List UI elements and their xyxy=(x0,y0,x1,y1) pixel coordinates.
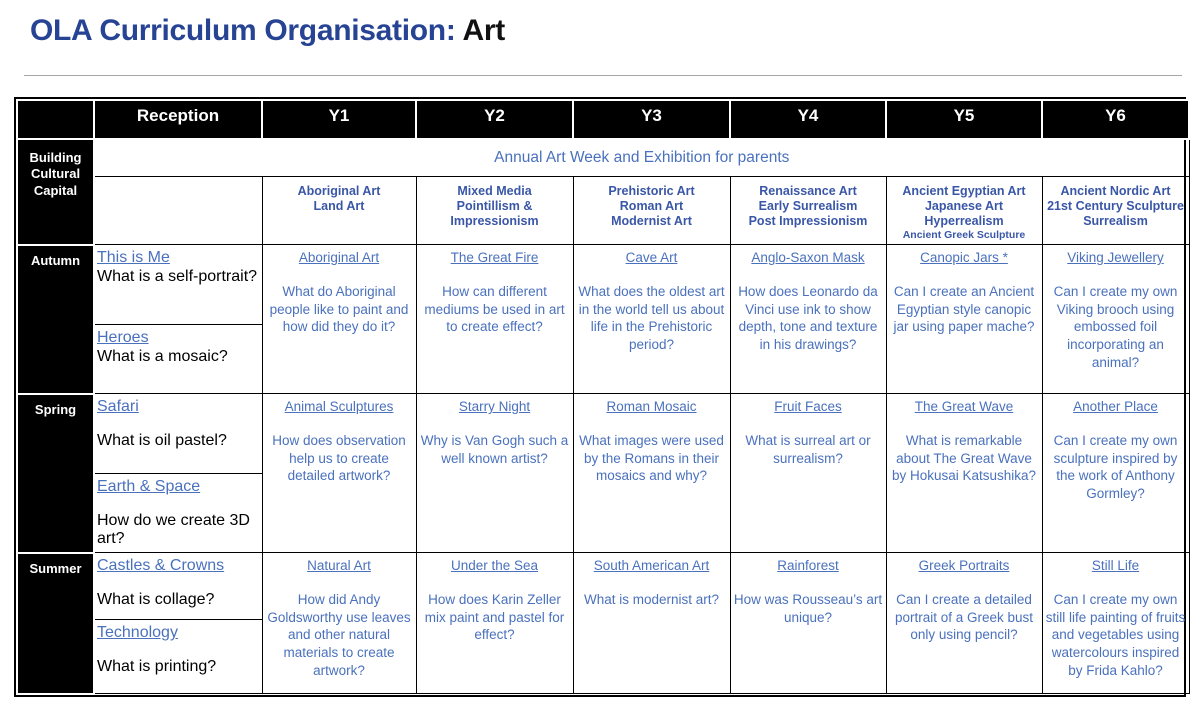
topic-question: What is a mosaic? xyxy=(97,348,228,366)
col-header-y4: Y4 xyxy=(730,100,886,139)
corner-cell xyxy=(17,100,94,139)
topic-question: What is printing? xyxy=(97,658,217,676)
cell-summer-reception-2 xyxy=(95,620,262,680)
cell-spring-y4 xyxy=(730,394,886,553)
building-cultural-capital-row xyxy=(17,139,1189,176)
page-title-subject: Art xyxy=(462,14,505,47)
theme-line: Pointillism & xyxy=(456,198,533,213)
topic-question: What is surreal art or surrealism? xyxy=(745,432,871,466)
topic-link[interactable]: Earth & Space xyxy=(97,478,201,496)
theme-line: Mixed Media xyxy=(457,183,532,198)
topic-link[interactable]: Castles & Crowns xyxy=(97,557,225,575)
col-header-y6: Y6 xyxy=(1042,100,1189,139)
theme-line: Ancient Greek Sculpture xyxy=(902,229,1026,242)
page-title-prefix: OLA Curriculum Organisation: xyxy=(30,14,456,47)
topic-link[interactable]: The Great Fire xyxy=(450,250,539,266)
summer-row xyxy=(17,553,1189,694)
themes-y3 xyxy=(573,176,730,245)
topic-link[interactable]: Natural Art xyxy=(307,558,371,574)
topic-question: Can I create a detailed portrait of a Greek bust only using pencil? xyxy=(894,591,1034,643)
theme-line: Ancient Egyptian Art xyxy=(902,183,1026,198)
topic-question: What does the oldest art in the world tell us about life in the Prehistoric period? xyxy=(578,283,725,353)
row-label-spring: Spring xyxy=(17,394,94,553)
topic-link[interactable]: Rainforest xyxy=(777,558,839,574)
topic-link[interactable]: Technology xyxy=(97,624,178,642)
topic-question: How does observation help us to create detailed artwork? xyxy=(272,432,406,484)
topic-link[interactable]: Starry Night xyxy=(458,399,531,415)
topic-question: What is collage? xyxy=(97,591,215,609)
cell-summer-y2 xyxy=(416,553,573,694)
topic-link[interactable]: Cave Art xyxy=(625,250,678,266)
cell-spring-reception-1 xyxy=(95,394,262,474)
theme-line: Modernist Art xyxy=(611,214,692,228)
topic-link[interactable]: Viking Jewellery xyxy=(1067,250,1164,266)
theme-line: Post Impressionism xyxy=(748,214,868,228)
cell-spring-y2 xyxy=(416,394,573,553)
row-label-autumn: Autumn xyxy=(17,245,94,394)
topic-question: What is oil pastel? xyxy=(97,432,227,450)
curriculum-table-wrapper xyxy=(14,97,1186,697)
col-header-reception: Reception xyxy=(94,100,262,139)
topic-question: What is remarkable about The Great Wave by Hokusai Katsushika? xyxy=(891,432,1037,484)
cell-spring-y5 xyxy=(886,394,1042,553)
autumn-row xyxy=(17,245,1189,394)
cell-summer-y1 xyxy=(262,553,416,694)
topic-link[interactable]: Fruit Faces xyxy=(774,399,842,415)
topic-link[interactable]: Heroes xyxy=(97,329,149,347)
theme-line: Land Art xyxy=(313,198,365,213)
topic-question: Why is Van Gogh such a well known artist? xyxy=(420,432,569,466)
theme-line: Impressionism xyxy=(450,214,539,228)
theme-line: 21st Century Sculpture xyxy=(1047,198,1184,213)
header-row xyxy=(17,100,1189,139)
topic-question: How was Rousseau’s art unique? xyxy=(733,591,883,625)
topic-question: What images were used by the Romans in their mosaics and why? xyxy=(579,432,724,484)
topic-link[interactable]: Under the Sea xyxy=(450,558,539,574)
col-header-y5: Y5 xyxy=(886,100,1042,139)
cell-spring-y3 xyxy=(573,394,730,553)
annual-art-week-banner: Annual Art Week and Exhibition for parents xyxy=(94,139,1189,176)
topic-link[interactable]: Roman Mosaic xyxy=(606,399,697,415)
topic-question: Can I create an Ancient Egyptian style canopic jar using paper mache? xyxy=(893,283,1035,335)
cell-spring-y6 xyxy=(1042,394,1189,553)
row-label-summer: Summer xyxy=(17,553,94,694)
themes-y6 xyxy=(1042,176,1189,245)
cell-autumn-y4 xyxy=(730,245,886,394)
cell-autumn-reception-2 xyxy=(95,325,262,370)
cell-summer-y4 xyxy=(730,553,886,694)
themes-y2 xyxy=(416,176,573,245)
cell-autumn-reception xyxy=(94,245,262,394)
cell-summer-reception xyxy=(94,553,262,694)
topic-link[interactable]: Anglo-Saxon Mask xyxy=(751,250,865,266)
cell-autumn-y6 xyxy=(1042,245,1189,394)
topic-link[interactable]: Safari xyxy=(97,398,139,416)
theme-line: Hyperrealism xyxy=(924,214,1004,228)
themes-y4 xyxy=(730,176,886,245)
topic-question: How did Andy Goldsworthy use leaves and other natural materials to create artwork? xyxy=(267,591,411,679)
topic-question: What is a self-portrait? xyxy=(97,268,258,286)
col-header-y2: Y2 xyxy=(416,100,573,139)
theme-line: Prehistoric Art xyxy=(608,183,695,198)
cell-summer-y3 xyxy=(573,553,730,694)
topic-link[interactable]: Another Place xyxy=(1073,399,1158,415)
topic-link[interactable]: Canopic Jars * xyxy=(920,250,1008,266)
topic-question: Can I create my own Viking brooch using embossed foil incorporating an animal? xyxy=(1053,283,1178,371)
theme-line: Ancient Nordic Art xyxy=(1060,183,1171,198)
themes-y1 xyxy=(262,176,416,245)
cell-summer-y5 xyxy=(886,553,1042,694)
cell-spring-reception xyxy=(94,394,262,553)
topic-question: How does Karin Zeller mix paint and pastel for effect? xyxy=(424,591,565,643)
topic-link[interactable]: The Great Wave xyxy=(914,399,1014,415)
cell-autumn-y5 xyxy=(886,245,1042,394)
themes-reception xyxy=(94,176,262,245)
cell-autumn-y2 xyxy=(416,245,573,394)
theme-line: Japanese Art xyxy=(924,198,1004,213)
cell-summer-reception-1 xyxy=(95,553,262,620)
topic-link[interactable]: This is Me xyxy=(97,249,170,267)
row-label-building-cultural-capital: Building Cultural Capital xyxy=(17,139,94,245)
topic-link[interactable]: Greek Portraits xyxy=(918,558,1010,574)
cell-autumn-y3 xyxy=(573,245,730,394)
cell-spring-y1 xyxy=(262,394,416,553)
themes-row xyxy=(17,176,1189,245)
topic-question: What do Aboriginal people like to paint and how did they do it? xyxy=(269,283,409,335)
theme-line: Roman Art xyxy=(619,198,684,213)
topic-question: How do we create 3D art? xyxy=(97,512,250,548)
topic-question: What is modernist art? xyxy=(583,591,720,607)
title-divider xyxy=(24,75,1182,76)
cell-autumn-reception-1 xyxy=(95,245,262,325)
theme-line: Renaissance Art xyxy=(759,183,857,198)
col-header-y1: Y1 xyxy=(262,100,416,139)
col-header-y3: Y3 xyxy=(573,100,730,139)
topic-question: Can I create my own sculpture inspired by the work of Anthony Gormley? xyxy=(1053,432,1178,502)
topic-link[interactable]: South American Art xyxy=(593,558,710,574)
themes-y5 xyxy=(886,176,1042,245)
topic-link[interactable]: Animal Sculptures xyxy=(284,399,394,415)
theme-line: Early Surrealism xyxy=(758,198,858,213)
cell-autumn-y1 xyxy=(262,245,416,394)
topic-link[interactable]: Still Life xyxy=(1091,558,1140,574)
theme-line: Aboriginal Art xyxy=(297,183,381,198)
cell-spring-reception-2 xyxy=(95,474,262,552)
theme-line: Surrealism xyxy=(1083,214,1148,228)
spring-row xyxy=(17,394,1189,553)
cell-summer-y6 xyxy=(1042,553,1189,694)
page-title xyxy=(30,14,1186,47)
curriculum-table xyxy=(16,99,1190,695)
topic-question: How does Leonardo da Vinci use ink to show depth, tone and texture in his drawings? xyxy=(738,283,878,353)
topic-question: Can I create my own still life painting of fruits and vegetables using watercolours inspired by Frida Kahlo? xyxy=(1045,591,1186,679)
topic-link[interactable]: Aboriginal Art xyxy=(298,250,380,266)
topic-question: How can different mediums be used in art to create effect? xyxy=(424,283,565,335)
